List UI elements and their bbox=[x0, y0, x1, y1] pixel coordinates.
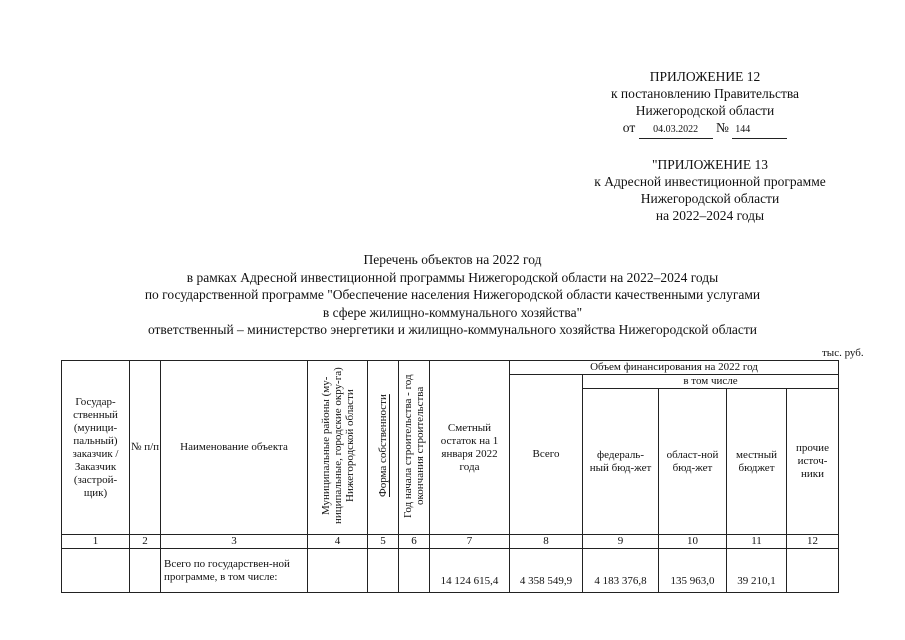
appendix12-block bbox=[590, 68, 820, 139]
title-line-5: ответственный – министерство энергетики и жилищно-коммунального хозяйства Нижегородской области bbox=[147, 322, 758, 337]
column-number: 1 bbox=[62, 535, 130, 549]
cell-total: 4 358 549,9 bbox=[510, 549, 583, 593]
header-other: прочие источ-ники bbox=[787, 389, 839, 535]
column-number: 8 bbox=[510, 535, 583, 549]
header-regional: област-ной бюд-жет bbox=[659, 389, 727, 535]
cell-other bbox=[787, 549, 839, 593]
appendix12-date-line bbox=[590, 119, 820, 139]
column-number: 3 bbox=[161, 535, 308, 549]
column-number: 5 bbox=[368, 535, 399, 549]
from-label: от bbox=[622, 120, 636, 135]
header-years bbox=[399, 361, 430, 535]
title-line-2: в рамках Адресной инвестиционной программы Нижегородской области на 2022–2024 годы bbox=[186, 269, 719, 285]
column-number: 12 bbox=[787, 535, 839, 549]
header-ownership bbox=[368, 361, 399, 535]
title-line-4: в сфере жилищно-коммунального хозяйства" bbox=[322, 304, 583, 320]
document-title bbox=[0, 251, 905, 339]
number-label: № bbox=[715, 120, 729, 135]
appendix13-line1: к Адресной инвестиционной программе bbox=[594, 174, 826, 189]
header-total: Всего bbox=[510, 375, 583, 535]
units-label: тыс. руб. bbox=[822, 347, 864, 359]
header-municipality-text: Муниципальные районы (му-ниципальные, городские окру-га) Нижегородской области bbox=[319, 367, 356, 524]
appendix13-line2: Нижегородской области bbox=[640, 191, 780, 206]
title-line-3: по государственной программе "Обеспечение населения Нижегородской области качественными услугами bbox=[144, 287, 761, 302]
column-number: 11 bbox=[727, 535, 787, 549]
header-municipality bbox=[308, 361, 368, 535]
cell-municipality bbox=[308, 549, 368, 593]
objects-table bbox=[61, 360, 839, 593]
cell-customer bbox=[62, 549, 130, 593]
cell-object-name: Всего по государствен-ной программе, в том числе: bbox=[161, 549, 308, 593]
column-number: 2 bbox=[130, 535, 161, 549]
appendix13-title: "ПРИЛОЖЕНИЕ 13 bbox=[651, 157, 769, 172]
header-balance: Сметный остаток на 1 января 2022 года bbox=[430, 361, 510, 535]
cell-balance: 14 124 615,4 bbox=[430, 549, 510, 593]
header-object-name: Наименование объекта bbox=[161, 361, 308, 535]
cell-local: 39 210,1 bbox=[727, 549, 787, 593]
appendix12-line1: к постановлению Правительства bbox=[610, 86, 800, 101]
header-including: в том числе bbox=[583, 375, 839, 389]
column-number: 4 bbox=[308, 535, 368, 549]
column-number: 9 bbox=[583, 535, 659, 549]
title-line-1: Перечень объектов на 2022 год bbox=[363, 252, 542, 267]
column-number: 10 bbox=[659, 535, 727, 549]
table-row bbox=[62, 549, 839, 593]
header-number: № п/п bbox=[130, 361, 161, 535]
header-years-text: Год начала строительства - год окончания строительства bbox=[402, 373, 426, 518]
header-financing: Объем финансирования на 2022 год bbox=[510, 361, 839, 375]
cell-regional: 135 963,0 bbox=[659, 549, 727, 593]
column-number: 6 bbox=[399, 535, 430, 549]
decree-date: 04.03.2022 bbox=[639, 121, 713, 139]
header-ownership-text: Форма собственности bbox=[377, 394, 389, 497]
decree-number: 144 bbox=[732, 121, 787, 139]
cell-number bbox=[130, 549, 161, 593]
appendix12-line2: Нижегородской области bbox=[635, 103, 775, 118]
cell-years bbox=[399, 549, 430, 593]
column-number: 7 bbox=[430, 535, 510, 549]
cell-federal: 4 183 376,8 bbox=[583, 549, 659, 593]
column-numbers-row bbox=[62, 535, 839, 549]
header-customer: Государ-ственный (муници-пальный) заказчик / Заказчик (застрой-щик) bbox=[62, 361, 130, 535]
appendix13-line3: на 2022–2024 годы bbox=[655, 208, 765, 223]
appendix13-block bbox=[570, 156, 850, 224]
header-local: местный бюджет bbox=[727, 389, 787, 535]
cell-ownership bbox=[368, 549, 399, 593]
appendix12-title: ПРИЛОЖЕНИЕ 12 bbox=[649, 69, 761, 84]
header-federal: федераль-ный бюд-жет bbox=[583, 389, 659, 535]
